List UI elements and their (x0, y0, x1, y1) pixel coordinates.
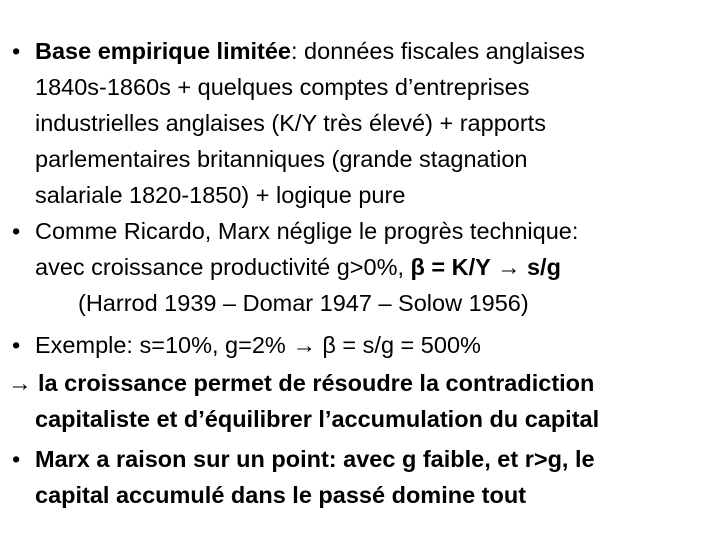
bullet-marker: • (12, 332, 21, 358)
bullet-2-line-2: avec croissance productivité g>0%, β = K/Y → s/g (35, 254, 561, 280)
bullet-1-line-4: parlementaires britanniques (grande stagnation (35, 146, 528, 172)
bullet-2-line-3: (Harrod 1939 – Domar 1947 – Solow 1956) (78, 290, 529, 316)
bullet-marker: • (12, 38, 21, 64)
bullet-4-line-2: capital accumulé dans le passé domine tout (35, 482, 527, 508)
arrow-line-2: capitaliste et d’équilibrer l’accumulation du capital (35, 406, 600, 432)
bullet-marker: • (12, 218, 21, 244)
bullet-2-line-1: Comme Ricardo, Marx néglige le progrès technique: (35, 218, 579, 244)
bullet-1-line-3: industrielles anglaises (K/Y très élevé) + rapports (35, 110, 546, 136)
bullet-1-line-2: 1840s-1860s + quelques comptes d’entreprises (35, 74, 530, 100)
bullet-3-line-1: Exemple: s=10%, g=2% → β = s/g = 500% (35, 332, 481, 358)
bullet-1-line-1: Base empirique limitée: données fiscales anglaises (35, 38, 585, 64)
bullet-4-line-1: Marx a raison sur un point: avec g faible, et r>g, le (35, 446, 595, 472)
arrow-line-1: → la croissance permet de résoudre la contradiction (8, 370, 595, 396)
bullet-1-line-5: salariale 1820-1850) + logique pure (35, 182, 406, 208)
bullet-marker: • (12, 446, 21, 472)
